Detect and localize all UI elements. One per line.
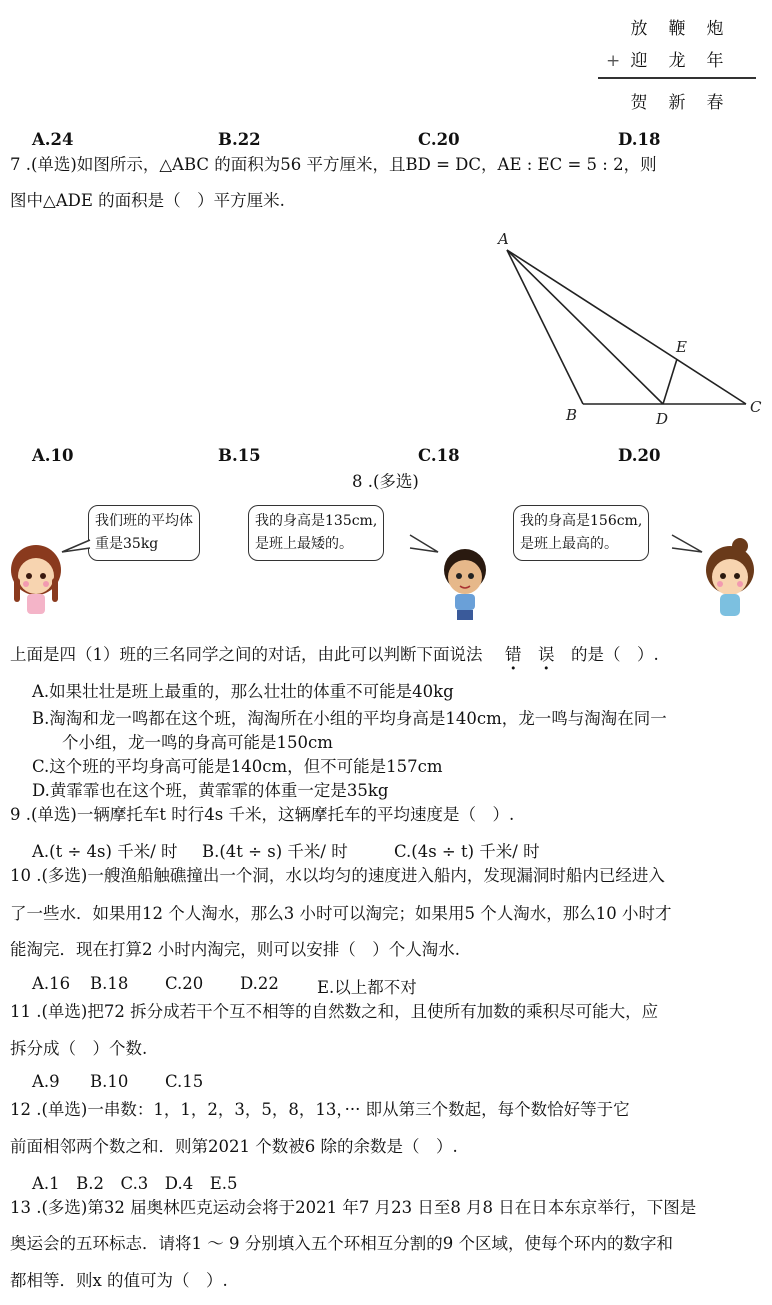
q9-option-a[interactable]: A.(t ÷ 4s) 千米/ 时 xyxy=(32,842,178,861)
q6-option-d[interactable]: D.18 xyxy=(618,130,661,149)
q10-stem-line3: 能淘完．现在打算2 小时内淘完，则可以安排（ ）个人淘水. xyxy=(10,940,460,959)
vertex-label-e: E xyxy=(676,338,687,356)
q13-stem-line3: 都相等．则x 的值可为（ ）. xyxy=(10,1271,228,1290)
q8-stem-emphasis: 错 xyxy=(505,645,522,664)
boy-middle-icon xyxy=(444,549,486,620)
puzzle-plus: + xyxy=(606,51,621,71)
q10-option-d[interactable]: D.22 xyxy=(240,974,279,993)
q6-option-c[interactable]: C.20 xyxy=(418,130,460,149)
puzzle-char: 鞭 xyxy=(668,19,686,39)
q9-option-b[interactable]: B.(4t ÷ s) 千米/ 时 xyxy=(202,842,348,861)
vertex-label-c: C xyxy=(750,398,762,416)
vertex-label-b: B xyxy=(566,406,578,424)
puzzle-row-3 xyxy=(620,88,734,113)
q11-option-c[interactable]: C.15 xyxy=(165,1072,204,1091)
q12-options[interactable]: A.1 B.2 C.3 D.4 E.5 xyxy=(32,1174,238,1193)
bubble-text: 是班上最矮的。 xyxy=(255,536,353,552)
bubble-text: 重是35kg xyxy=(95,536,159,552)
q7-option-d[interactable]: D.20 xyxy=(618,446,661,465)
q8-stem xyxy=(10,641,659,665)
q6-option-a[interactable]: A.24 xyxy=(32,130,74,149)
q11-option-a[interactable]: A.9 xyxy=(32,1072,60,1091)
q9-stem: 9 .(单选)一辆摩托车t 时行4s 千米，这辆摩托车的平均速度是（ ）. xyxy=(10,805,515,824)
q10-stem-line2: 了一些水．如果用12 个人淘水，那么3 小时可以淘完；如果用5 个人淘水，那么10 小时才 xyxy=(10,904,672,923)
puzzle-char: 龙 xyxy=(668,51,686,71)
vertex-label-d: D xyxy=(656,410,669,428)
q10-option-e[interactable]: E.以上都不对 xyxy=(317,978,417,997)
q9-option-c[interactable]: C.(4s ÷ t) 千米/ 时 xyxy=(394,842,540,861)
girl-left-icon xyxy=(11,545,61,614)
q11-option-b[interactable]: B.10 xyxy=(90,1072,129,1091)
puzzle-char: 新 xyxy=(668,93,686,113)
speech-bubble-2 xyxy=(248,505,384,561)
q11-stem-line2: 拆分成（ ）个数. xyxy=(10,1039,148,1058)
puzzle-row-2 xyxy=(606,46,734,71)
bubble-text: 是班上最高的。 xyxy=(520,536,618,552)
q10-option-a[interactable]: A.16 xyxy=(32,974,71,993)
puzzle-char: 放 xyxy=(630,19,648,39)
q6-option-b[interactable]: B.22 xyxy=(218,130,261,149)
puzzle-sum-line xyxy=(598,77,756,79)
bubble-text: 我的身高是135cm, xyxy=(255,513,378,529)
speech-bubble-3 xyxy=(513,505,649,561)
girl-right-icon xyxy=(706,538,754,616)
q8-title: 8 .(多选) xyxy=(352,472,419,491)
puzzle-row-1 xyxy=(620,14,734,39)
q10-option-c[interactable]: C.20 xyxy=(165,974,204,993)
q13-stem-line2: 奥运会的五环标志．请将1 ～ 9 分别填入五个环相互分割的9 个区域，使每个环内的数字和 xyxy=(10,1234,673,1253)
bubble-text: 我的身高是156cm, xyxy=(520,513,643,529)
q13-stem-line1: 13 .(多选)第32 届奥林匹克运动会将于2021 年7 月23 日至8 月8 日在日本东京举行，下图是 xyxy=(10,1198,697,1217)
q8-stem-text: 的是（ ）. xyxy=(571,645,659,664)
puzzle-char: 年 xyxy=(706,51,724,71)
q8-option-b[interactable]: B.淘淘和龙一鸣都在这个班，淘淘所在小组的平均身高是140cm，龙一鸣与淘淘在同一 xyxy=(32,709,667,728)
q8-option-a[interactable]: A.如果壮壮是班上最重的，那么壮壮的体重不可能是40kg xyxy=(32,682,454,701)
q8-option-b-cont: 个小组，龙一鸣的身高可能是150cm xyxy=(62,733,333,752)
bubble-text: 我们班的平均体 xyxy=(95,513,193,529)
puzzle-char: 春 xyxy=(706,93,724,113)
q10-stem-line1: 10 .(多选)一艘渔船触礁撞出一个洞，水以均匀的速度进入船内，发现漏洞时船内已经进入 xyxy=(10,866,665,885)
q12-stem-line2: 前面相邻两个数之和．则第2021 个数被6 除的余数是（ ）. xyxy=(10,1137,458,1156)
puzzle-char: 迎 xyxy=(630,51,648,71)
q7-stem-line1: 7 .(单选)如图所示，△ABC 的面积为56 平方厘米，且BD = DC，AE : EC = 5 : 2，则 xyxy=(10,155,657,174)
q8-option-c[interactable]: C.这个班的平均身高可能是140cm，但不可能是157cm xyxy=(32,757,443,776)
puzzle-char: 贺 xyxy=(630,93,648,113)
q12-stem-line1: 12 .(单选)一串数：1，1，2，3，5，8，13，··· 即从第三个数起，每个数恰好等于它 xyxy=(10,1100,630,1119)
addition-puzzle xyxy=(620,14,734,39)
q8-stem-emphasis: 误 xyxy=(538,645,555,664)
q8-option-d[interactable]: D.黄霏霏也在这个班，黄霏霏的体重一定是35kg xyxy=(32,781,389,800)
vertex-label-a: A xyxy=(498,230,509,248)
puzzle-char: 炮 xyxy=(706,19,724,39)
q11-stem-line1: 11 .(单选)把72 拆分成若干个互不相等的自然数之和，且使所有加数的乘积尽可能大，应 xyxy=(10,1002,659,1021)
q8-stem-text: 上面是四（1）班的三名同学之间的对话，由此可以判断下面说法 xyxy=(10,645,483,664)
q7-option-c[interactable]: C.18 xyxy=(418,446,460,465)
q7-option-b[interactable]: B.15 xyxy=(218,446,261,465)
q7-stem-line2: 图中△ADE 的面积是（ ）平方厘米. xyxy=(10,191,285,210)
q7-option-a[interactable]: A.10 xyxy=(32,446,74,465)
speech-bubble-1 xyxy=(88,505,200,561)
q10-option-b[interactable]: B.18 xyxy=(90,974,129,993)
